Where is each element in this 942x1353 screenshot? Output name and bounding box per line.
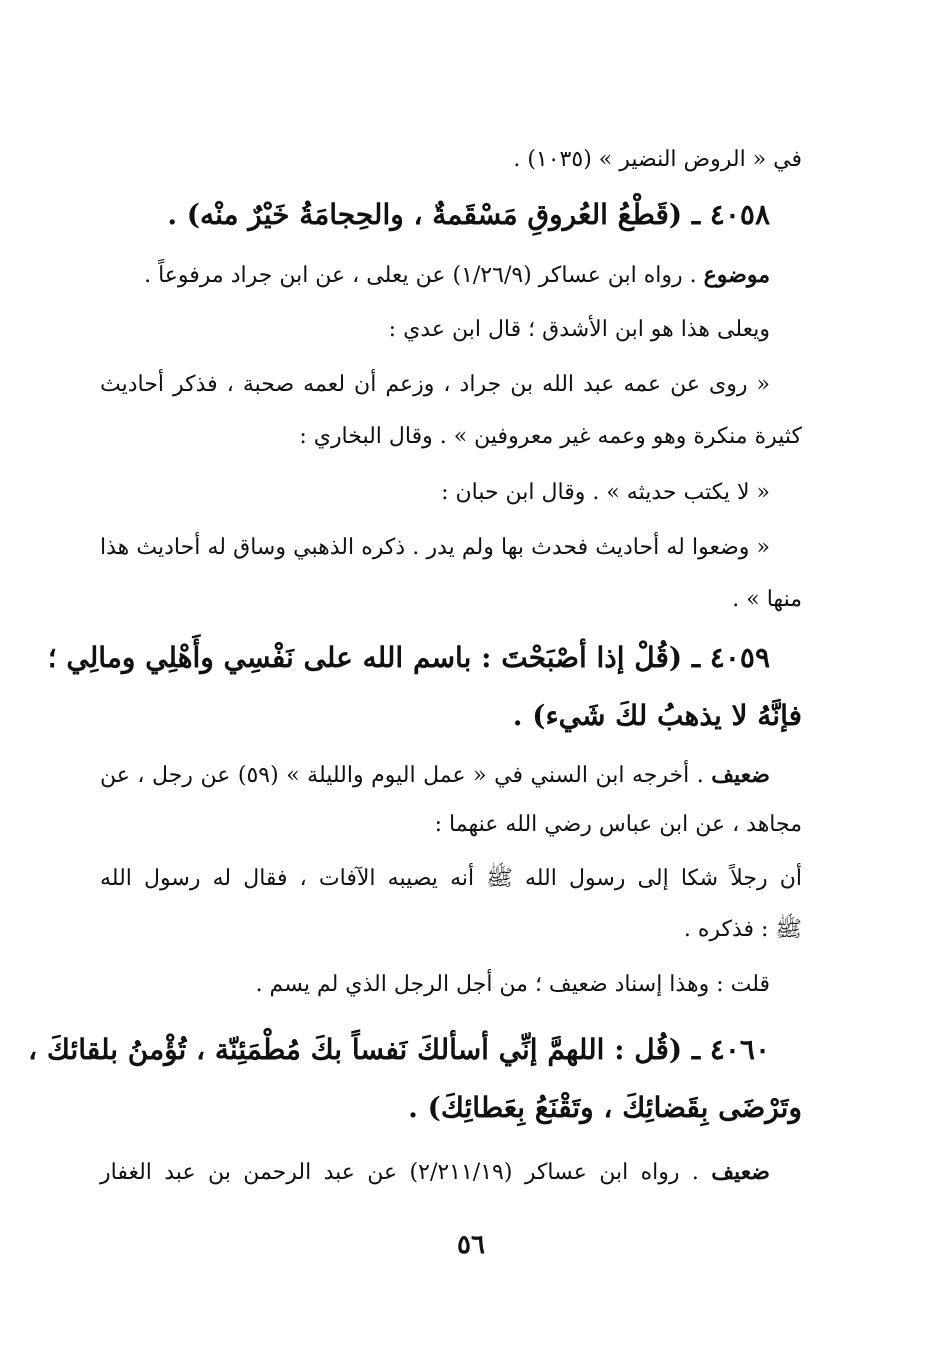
text-line: منها » .: [732, 587, 802, 612]
hadith-heading: [28, 1030, 770, 1070]
hadith-heading: [100, 195, 770, 235]
grading-label: ضعيف: [711, 1159, 770, 1185]
hadith-text: وتَرْضَى بِقَضائِكَ ، وتَقْنَعُ بِعَطائِكَ) .: [408, 1091, 802, 1124]
text-line: في « الروض النضير » (١٠٣٥) .: [513, 147, 802, 172]
text-line: « وضعوا له أحاديث فحدث بها ولم يدر . ذكره الذهبي وساق له أحاديث هذا: [100, 535, 770, 560]
hadith-number: ٤٠٥٨ ـ: [691, 198, 770, 231]
text-line: كثيرة منكرة وهو وعمه غير معروفين » . وقال البخاري :: [299, 424, 802, 449]
grading-line: [100, 258, 770, 292]
text-line: ويعلى هذا هو ابن الأشدق ؛ قال ابن عدي :: [388, 317, 770, 342]
grading-label: موضوع: [703, 262, 770, 288]
text-line: . رواه ابن عساكر (٢/٢١١/١٩) عن عبد الرحمن بن عبد الغفار: [100, 1160, 699, 1185]
text-line: « روى عن عمه عبد الله بن جراد ، وزعم أن لعمه صحبة ، فذكر أحاديث: [100, 372, 770, 397]
hadith-text: فإنَّهُ لا يذهبُ لكَ شَيء) .: [512, 699, 802, 732]
text-line: ﷺ : فذكره .: [683, 917, 802, 942]
hadith-text: (قُلْ إذا أصْبَحْتَ : باسم الله على نَفْسِي وأَهْلِي ومالِي ؛: [47, 641, 683, 674]
text-line: « لا يكتب حديثه » . وقال ابن حبان :: [441, 480, 770, 505]
hadith-text: (قَطْعُ العُروقِ مَسْقَمةٌ ، والحِجامَةُ خَيْرٌ منْه) .: [167, 198, 683, 231]
text-line: مجاهد ، عن ابن عباس رضي الله عنهما :: [434, 812, 802, 837]
text-line: قلت : وهذا إسناد ضعيف ؛ من أجل الرجل الذي لم يسم .: [255, 972, 770, 997]
hadith-number: ٤٠٥٩ ـ: [691, 641, 770, 674]
hadith-text: (قُل : اللهمَّ إنِّي أسألكَ نَفساً بكَ مُطْمَئِنّة ، تُؤْمنُ بلقائكَ ،: [28, 1033, 683, 1066]
text-line: أن رجلاً شكا إلى رسول الله ﷺ أنه يصيبه الآفات ، فقال له رسول الله: [100, 866, 802, 891]
text-line: . رواه ابن عساكر (١/٢٦/٩) عن يعلى ، عن ابن جراد مرفوعاً .: [144, 263, 697, 288]
hadith-number: ٤٠٦٠ ـ: [691, 1033, 770, 1066]
text-line: . أخرجه ابن السني في « عمل اليوم والليلة » (٥٩) عن رجل ، عن: [100, 763, 704, 788]
grading-line: [100, 758, 770, 792]
hadith-heading: [47, 638, 770, 678]
page-number: ٥٦: [457, 1230, 485, 1260]
grading-line: [100, 1155, 770, 1189]
grading-label: ضعيف: [711, 762, 770, 788]
